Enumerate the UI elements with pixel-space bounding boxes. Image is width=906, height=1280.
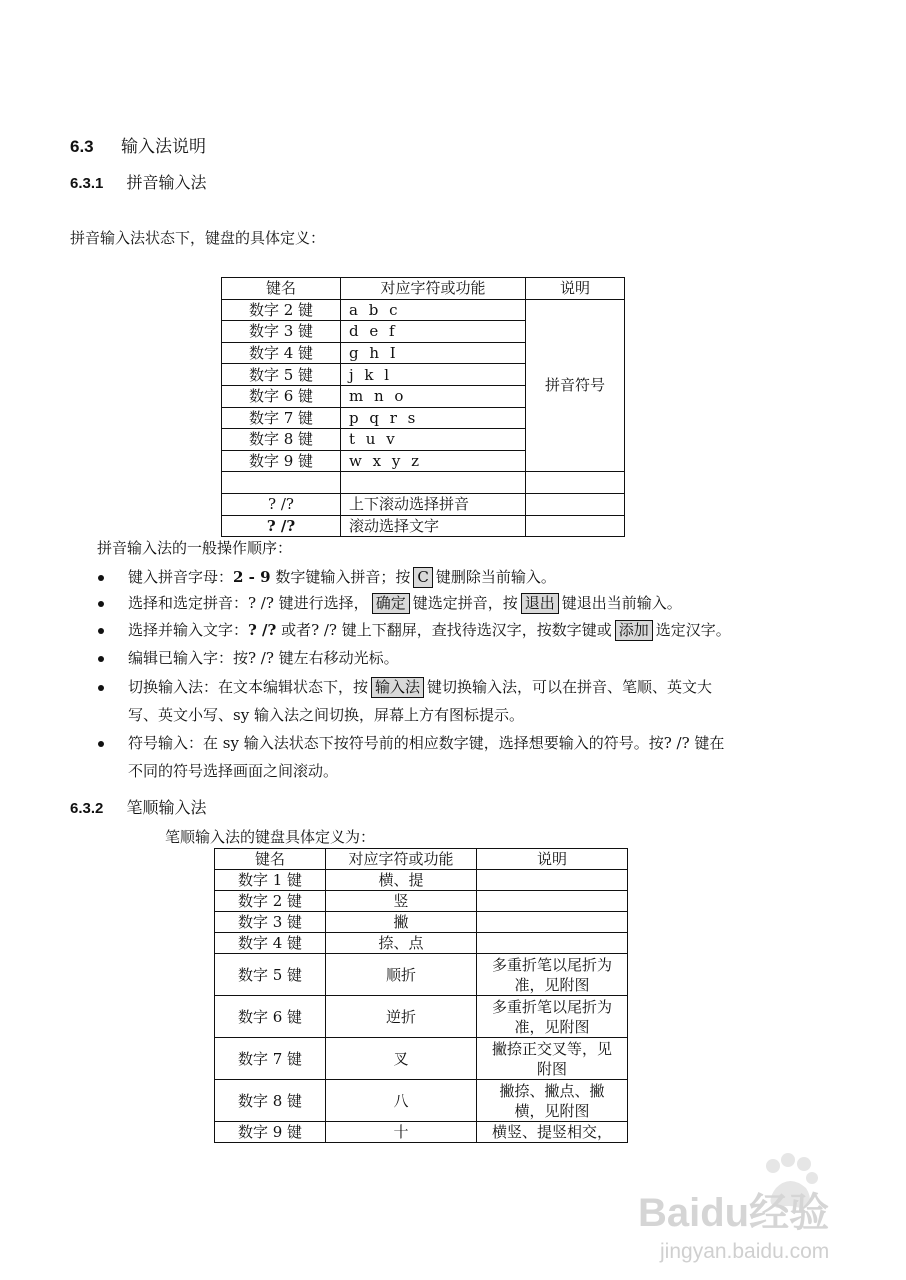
value-cell: 十 <box>326 1122 477 1143</box>
header-cell: 对应字符或功能 <box>341 278 526 300</box>
table-row <box>215 1122 628 1143</box>
note-cell: 横竖、提竖相交， <box>477 1122 628 1143</box>
value-cell: p q r s <box>341 407 526 429</box>
intro-paragraph-2: 笔顺输入法的键盘具体定义为： <box>165 828 376 846</box>
key-cell: 数字 9 键 <box>215 1122 326 1143</box>
section-number: 6.3 <box>70 137 94 156</box>
value-cell: d e f <box>341 321 526 343</box>
key-cell: 数字 5 键 <box>215 954 326 996</box>
key-cell: 数字 8 键 <box>222 429 341 451</box>
header-cell: 对应字符或功能 <box>326 849 477 870</box>
key-cell: 数字 3 键 <box>222 321 341 343</box>
key-c: C <box>413 567 432 588</box>
table-row <box>215 891 628 912</box>
list-item <box>100 729 800 785</box>
text: 选定汉字。 <box>655 621 731 639</box>
key-cell: 数字 2 键 <box>222 299 341 321</box>
subsection-heading-2 <box>70 795 206 818</box>
note-cell <box>477 891 628 912</box>
bold-text: 2 - 9 <box>233 568 271 586</box>
key-cell: 数字 5 键 <box>222 364 341 386</box>
table-row <box>222 515 625 537</box>
note-cell <box>477 912 628 933</box>
bullet-icon <box>98 741 104 747</box>
list-item <box>100 673 800 729</box>
value-cell: m n o <box>341 385 526 407</box>
note-cell <box>477 954 628 996</box>
value-cell: 叉 <box>326 1038 477 1080</box>
note-line: 横，见附图 <box>514 1101 590 1120</box>
note-line: 撇捺正交叉等，见 <box>491 1039 612 1058</box>
key-confirm: 确定 <box>372 593 410 614</box>
value-cell: g h I <box>341 342 526 364</box>
key-add: 添加 <box>615 620 653 641</box>
header-cell: 键名 <box>222 278 341 300</box>
bullet-icon <box>98 575 104 581</box>
text: 符号输入：在 sy 输入法状态下按符号前的相应数字键，选择想要输入的符号。按? /? 键在 <box>128 734 725 752</box>
key-cell <box>222 472 341 494</box>
value-cell: a b c <box>341 299 526 321</box>
key-cell: 数字 6 键 <box>215 996 326 1038</box>
header-cell: 说明 <box>526 278 625 300</box>
list-item <box>100 645 800 671</box>
note-cell <box>526 472 625 494</box>
text: 或者? /? 键上下翻屏，查找待选汉字，按数字键或 <box>276 621 612 639</box>
ops-title: 拼音输入法的一般操作顺序： <box>97 539 293 557</box>
list-item <box>100 590 800 616</box>
text: 键入拼音字母： <box>128 568 234 586</box>
value-cell: 八 <box>326 1080 477 1122</box>
text: 数字键输入拼音；按 <box>270 568 411 586</box>
merged-note-cell: 拼音符号 <box>526 299 625 472</box>
bullet-icon <box>98 685 104 691</box>
key-cell: 数字 6 键 <box>222 385 341 407</box>
note-cell <box>477 1080 628 1122</box>
table-header-row <box>222 278 625 300</box>
note-cell <box>526 493 625 515</box>
note-line: 准，见附图 <box>514 1017 590 1036</box>
table-row <box>215 996 628 1038</box>
value-cell: 撇 <box>326 912 477 933</box>
table-row <box>215 1038 628 1080</box>
key-cell: 数字 7 键 <box>222 407 341 429</box>
header-cell: 键名 <box>215 849 326 870</box>
text: 键退出当前输入。 <box>561 594 682 612</box>
key-cell: 数字 4 键 <box>222 342 341 364</box>
text: 选择和选定拼音：? /? 键进行选择， <box>128 594 369 612</box>
value-cell <box>341 472 526 494</box>
key-cell: 数字 1 键 <box>215 870 326 891</box>
note-line: 准，见附图 <box>514 975 590 994</box>
table-row <box>215 1080 628 1122</box>
key-cell: 数字 4 键 <box>215 933 326 954</box>
text: 键切换输入法，可以在拼音、笔顺、英文大 <box>427 678 713 696</box>
watermark-brand-text: Baidu经验 <box>638 1191 830 1235</box>
baidu-watermark-logo <box>638 1148 858 1268</box>
subsection-number: 6.3.2 <box>70 800 104 817</box>
note-line: 多重折笔以尾折为 <box>491 955 612 974</box>
text: 选择并输入文字： <box>128 621 249 639</box>
pinyin-key-table <box>221 277 625 537</box>
value-cell: t u v <box>341 429 526 451</box>
text: 键删除当前输入。 <box>435 568 556 586</box>
note-line: 多重折笔以尾折为 <box>491 997 612 1016</box>
value-cell: 横、提 <box>326 870 477 891</box>
table-row <box>222 493 625 515</box>
subsection-title: 拼音输入法 <box>126 173 207 192</box>
key-exit: 退出 <box>521 593 559 614</box>
value-cell: 竖 <box>326 891 477 912</box>
section-heading <box>70 132 206 157</box>
value-cell: 逆折 <box>326 996 477 1038</box>
value-cell: 捺、点 <box>326 933 477 954</box>
subsection-heading-1 <box>70 170 206 193</box>
key-cell: 数字 3 键 <box>215 912 326 933</box>
text: 不同的符号选择画面之间滚动。 <box>128 762 339 780</box>
bullet-icon <box>98 656 104 662</box>
list-item <box>100 617 800 643</box>
table-header-row <box>215 849 628 870</box>
text: 写、英文小写、sy 输入法之间切换，屏幕上方有图标提示。 <box>128 706 524 724</box>
key-cell: ? /? <box>222 493 341 515</box>
value-cell: j k l <box>341 364 526 386</box>
note-cell <box>477 870 628 891</box>
key-cell: ? /? <box>222 515 341 537</box>
bold-text: ? /? <box>248 621 277 639</box>
value-cell: w x y z <box>341 450 526 472</box>
table-row <box>215 954 628 996</box>
bullet-icon <box>98 601 104 607</box>
value-cell: 顺折 <box>326 954 477 996</box>
key-cell: 数字 9 键 <box>222 450 341 472</box>
table-row <box>215 912 628 933</box>
key-cell: 数字 2 键 <box>215 891 326 912</box>
note-cell <box>477 1038 628 1080</box>
subsection-title: 笔顺输入法 <box>126 798 207 817</box>
key-input-method: 输入法 <box>371 677 424 698</box>
note-cell <box>477 933 628 954</box>
table-row <box>222 472 625 494</box>
value-cell: 上下滚动选择拼音 <box>341 493 526 515</box>
table-row <box>222 299 625 321</box>
note-cell <box>477 996 628 1038</box>
section-title: 输入法说明 <box>121 137 207 157</box>
bullet-icon <box>98 628 104 634</box>
stroke-key-table <box>214 848 628 1143</box>
list-item <box>100 564 800 590</box>
table-row <box>215 933 628 954</box>
text: 键选定拼音，按 <box>412 594 518 612</box>
intro-paragraph-1: 拼音输入法状态下，键盘的具体定义： <box>70 229 326 247</box>
value-cell: 滚动选择文字 <box>341 515 526 537</box>
key-cell: 数字 8 键 <box>215 1080 326 1122</box>
table-row <box>215 870 628 891</box>
text: 切换输入法：在文本编辑状态下，按 <box>128 678 369 696</box>
note-line: 附图 <box>536 1059 567 1078</box>
key-cell: 数字 7 键 <box>215 1038 326 1080</box>
watermark-url-text: jingyan.baidu.com <box>660 1240 830 1263</box>
subsection-number: 6.3.1 <box>70 175 104 192</box>
note-cell <box>526 515 625 537</box>
text: 编辑已输入字：按? /? 键左右移动光标。 <box>128 649 399 667</box>
note-line: 撇捺、撇点、撇 <box>499 1081 605 1100</box>
header-cell: 说明 <box>477 849 628 870</box>
